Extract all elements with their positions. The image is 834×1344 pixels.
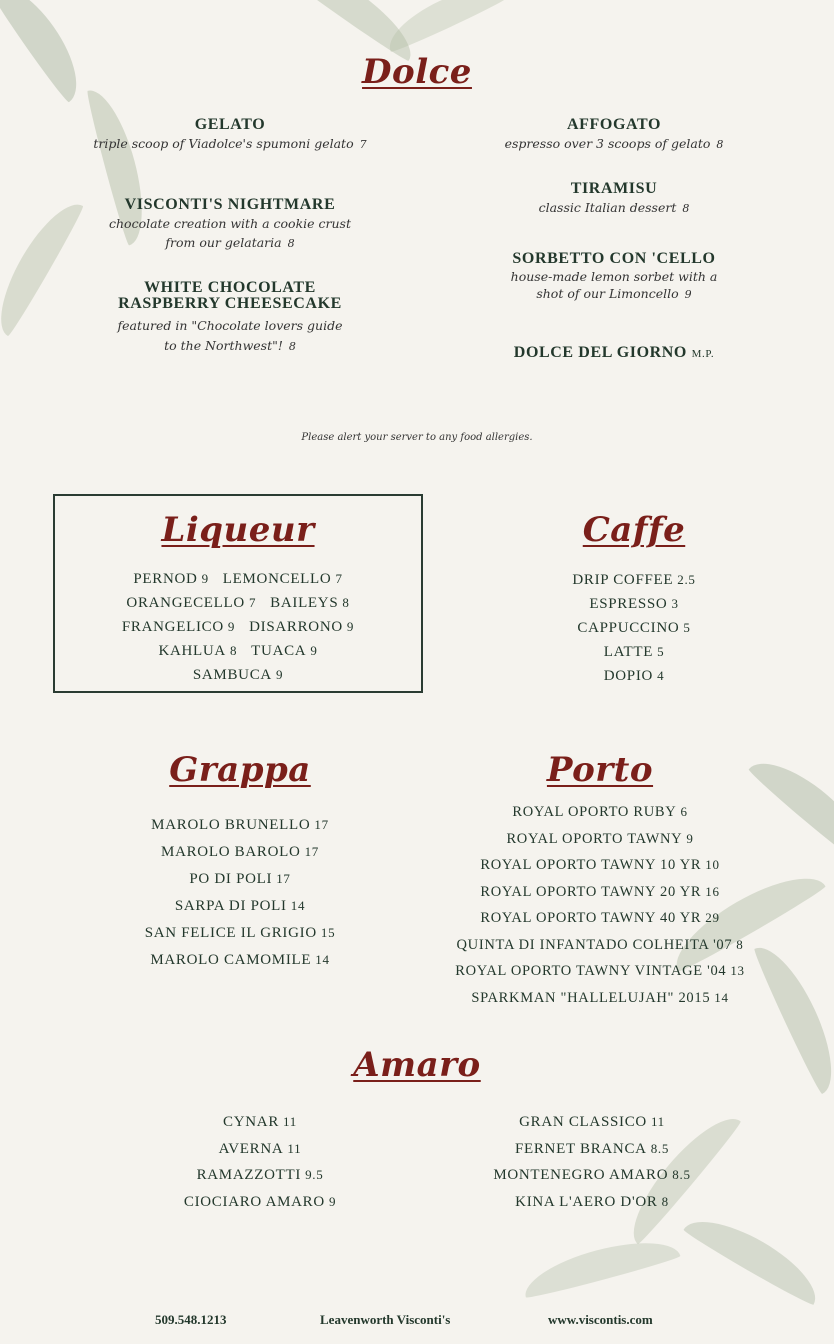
amaro-list-right	[432, 1109, 752, 1215]
list-item: KINA L'AERO D'OR 8	[515, 1193, 669, 1210]
footer-restaurant-name: Leavenworth Visconti's	[320, 1312, 451, 1327]
item-desc: espresso over 3 scoops of gelato 8	[504, 136, 724, 151]
list-item: ROYAL OPORTO TAWNY 20 YR 16	[480, 883, 720, 900]
item-name: VISCONTI'S NIGHTMARE	[124, 196, 336, 213]
caffe-title: Caffe	[582, 510, 686, 550]
list-item: ROYAL OPORTO TAWNY 40 YR 29	[480, 910, 720, 926]
list-item: ROYAL OPORTO TAWNY VINTAGE '04 13	[455, 963, 745, 979]
item-name: GELATO	[194, 116, 266, 133]
list-item: DOPIO 4	[603, 668, 665, 684]
list-item: MAROLO BRUNELLO 17	[151, 817, 329, 833]
item-name: AFFOGATO	[567, 116, 661, 133]
liqueur-title: Liqueur	[161, 510, 315, 550]
item-desc: chocolate creation with a cookie crust from our gelataria 8	[109, 216, 351, 250]
list-item: DRIP COFFEE 2.5	[572, 572, 696, 588]
dolce-title: Dolce	[362, 52, 472, 92]
list-item: LATTE 5	[603, 644, 665, 660]
dolce-item-cheesecake	[70, 280, 390, 357]
item-desc: house-made lemon sorbet with a shot of our Limoncello 9	[510, 269, 718, 301]
porto-title: Porto	[546, 750, 654, 790]
list-item: QUINTA DI INFANTADO COLHEITA '07 8	[456, 936, 744, 953]
dolce-item-tiramisu	[454, 180, 774, 218]
list-item: ROYAL OPORTO RUBY 6	[512, 804, 688, 820]
liqueur-list	[53, 567, 423, 687]
list-item: FERNET BRANCA 8.5	[514, 1140, 670, 1157]
footer-website[interactable]: www.viscontis.com	[548, 1312, 653, 1327]
allergy-note: Please alert your server to any food allergies.	[301, 432, 533, 443]
dolce-item-giorno	[454, 344, 774, 362]
list-item: GRAN CLASSICO 11	[519, 1114, 665, 1130]
list-item: KAHLUA 8 TUACA 9	[158, 643, 318, 659]
item-name: SORBETTO CON 'CELLO	[512, 250, 716, 267]
list-item: FRANGELICO 9 DISARRONO 9	[121, 619, 355, 635]
item-desc: triple scoop of Viadolce's spumoni gelato 7	[93, 136, 367, 151]
list-item: MAROLO CAMOMILE 14	[150, 952, 330, 968]
item-desc: featured in "Chocolate lovers guide to the Northwest"! 8	[117, 318, 343, 353]
list-item: SPARKMAN "HALLELUJAH" 2015 14	[471, 989, 729, 1006]
list-item: SAMBUCA 9	[192, 667, 284, 683]
list-item: ESPRESSO 3	[589, 596, 679, 612]
footer-phone: 509.548.1213	[155, 1312, 227, 1327]
list-item: ROYAL OPORTO TAWNY 10 YR 10	[480, 857, 720, 873]
list-item: CYNAR 11	[223, 1114, 297, 1130]
porto-list	[420, 799, 780, 1011]
list-item: RAMAZZOTTI 9.5	[196, 1167, 324, 1183]
list-item: PO DI POLI 17	[189, 871, 291, 887]
grappa-title: Grappa	[169, 750, 311, 790]
dolce-item-viscontis-nightmare	[70, 196, 390, 253]
list-item: CAPPUCCINO 5	[577, 620, 691, 636]
item-desc: classic Italian dessert 8	[538, 200, 690, 215]
caffe-list	[454, 568, 814, 688]
dolce-item-sorbetto	[454, 250, 774, 303]
item-name: DOLCE DEL GIORNO M.P.	[513, 344, 715, 361]
market-price: M.P.	[691, 348, 715, 360]
dolce-item-affogato	[454, 116, 774, 154]
amaro-title: Amaro	[353, 1045, 481, 1085]
dolce-item-gelato	[70, 116, 390, 154]
item-name: TIRAMISU	[570, 180, 658, 197]
list-item: CIOCIARO AMARO 9	[183, 1193, 337, 1210]
list-item: SAN FELICE IL GRIGIO 15	[144, 925, 336, 941]
list-item: AVERNA 11	[218, 1140, 302, 1157]
list-item: PERNOD 9 LEMONCELLO 7	[133, 571, 343, 587]
amaro-list-left	[100, 1109, 420, 1215]
list-item: ROYAL OPORTO TAWNY 9	[506, 830, 694, 847]
grappa-list	[60, 811, 420, 973]
list-item: SARPA DI POLI 14	[174, 898, 306, 914]
list-item: MAROLO BAROLO 17	[161, 844, 319, 860]
list-item: MONTENEGRO AMARO 8.5	[493, 1167, 691, 1183]
list-item: ORANGECELLO 7 BAILEYS 8	[126, 595, 350, 611]
item-name: WHITE CHOCOLATE RASPBERRY CHEESECAKE	[118, 279, 342, 312]
